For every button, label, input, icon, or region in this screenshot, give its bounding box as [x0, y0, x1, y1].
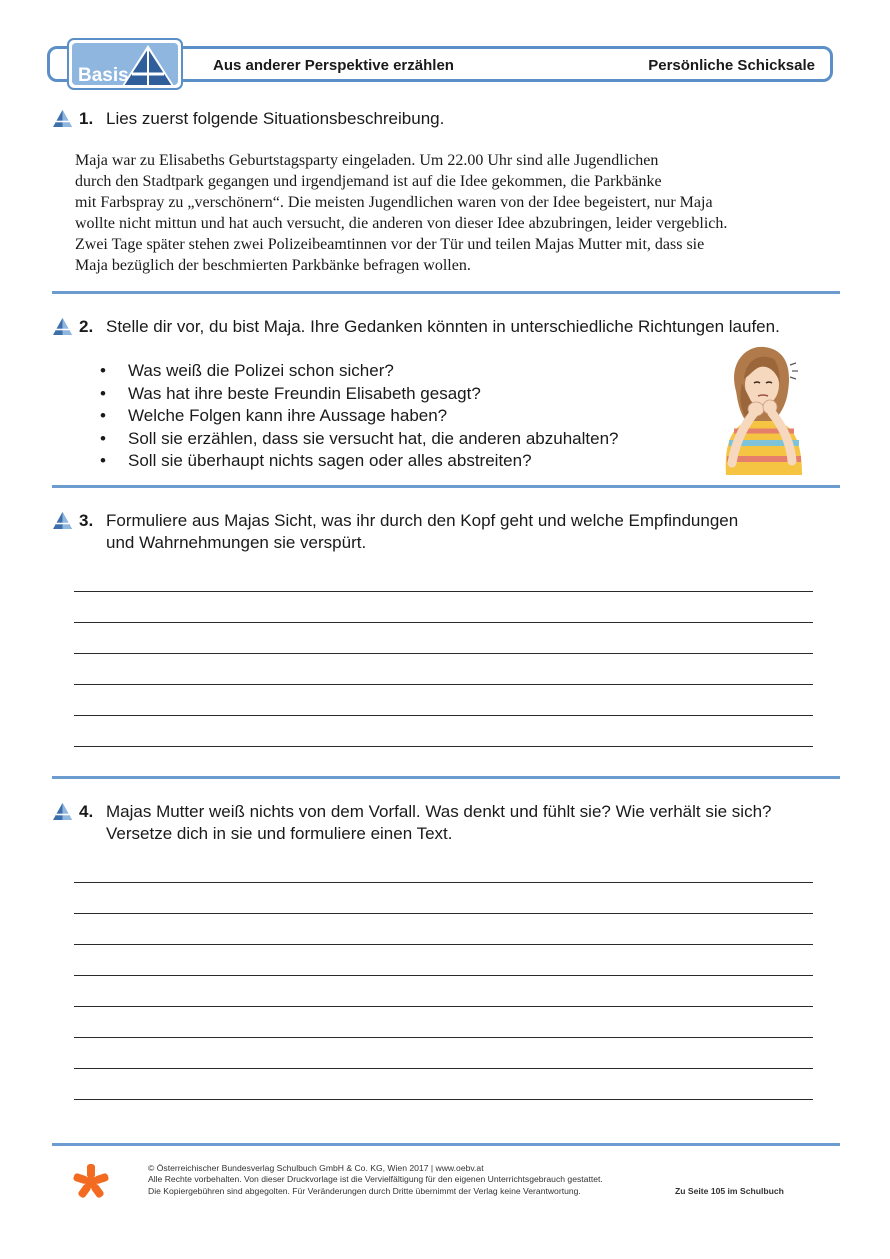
story-line: Maja war zu Elisabeths Geburtstagsparty eingeladen. Um 22.00 Uhr sind alle Jugendlichen — [75, 152, 659, 169]
writing-line[interactable] — [74, 1037, 813, 1038]
copyright-notice: © Österreichischer Bundesverlag Schulbuch GmbH & Co. KG, Wien 2017 | www.oebv.at Alle Rechte vorbehalten. Von dieser Druckvorlage ist die Vervielfältigung für den eigenen Unterrichtsgebrauch gestattet. Die Kopiergebühren sind abgegolten. Für Veränderungen durch Dritte übernimmt der Verlag keine Verantwortung. — [148, 1163, 603, 1196]
writing-line[interactable] — [74, 882, 813, 883]
writing-line[interactable] — [74, 715, 813, 716]
task-1-number: 1. — [79, 109, 94, 128]
task-1-instruction: Lies zuerst folgende Situationsbeschreibung. — [106, 109, 445, 128]
writing-line[interactable] — [74, 746, 813, 747]
writing-line[interactable] — [74, 944, 813, 945]
writing-line[interactable] — [74, 975, 813, 976]
task-4-instruction: Majas Mutter weiß nichts von dem Vorfall. Was denkt und fühlt sie? Wie verhält sie sich? Versetze dich in sie und formuliere einen Text. — [106, 802, 772, 843]
section-divider — [52, 291, 840, 294]
story-line: wollte nicht mittun und hat auch versucht, die anderen von dieser Idee abzubringen, leider vergeblich. — [75, 215, 728, 232]
level-pyramid-icon — [53, 803, 72, 820]
basis-badge — [67, 38, 183, 90]
writing-line[interactable] — [74, 591, 813, 592]
level-pyramid-icon — [53, 512, 72, 529]
section-divider — [52, 1143, 840, 1146]
writing-line[interactable] — [74, 684, 813, 685]
basis-label: Basis — [78, 65, 129, 85]
situation-description — [75, 150, 835, 276]
list-item: • Was hat ihre beste Freundin Elisabeth gesagt? — [100, 383, 481, 403]
story-line: Maja bezüglich der beschmierten Parkbänke befragen wollen. — [75, 257, 471, 274]
level-pyramid-icon — [53, 318, 72, 335]
section-divider — [52, 776, 840, 779]
story-line: Zwei Tage später stehen zwei Polizeibeamtinnen vor der Tür und teilen Majas Mutter mit, dass sie — [75, 236, 705, 253]
task-2-instruction: Stelle dir vor, du bist Maja. Ihre Gedanken könnten in unterschiedliche Richtungen laufen. — [106, 317, 780, 336]
task-3-number: 3. — [79, 511, 94, 530]
story-line: mit Farbspray zu „verschönern“. Die meisten Jugendlichen waren von der Idee begeistert, nur Maja — [75, 194, 713, 211]
section-divider — [52, 485, 840, 488]
writing-line[interactable] — [74, 913, 813, 914]
writing-line[interactable] — [74, 653, 813, 654]
list-item: • Soll sie erzählen, dass sie versucht hat, die anderen abzuhalten? — [100, 428, 619, 448]
writing-line[interactable] — [74, 1099, 813, 1100]
list-item: • Was weiß die Polizei schon sicher? — [100, 361, 394, 380]
worksheet-category: Persönliche Schicksale — [648, 57, 815, 74]
worried-girl-illustration — [718, 343, 810, 475]
task-4-number: 4. — [79, 802, 94, 821]
task-3-instruction: Formuliere aus Majas Sicht, was ihr durch den Kopf geht und welche Empfindungen und Wahrnehmungen sie verspürt. — [106, 511, 739, 552]
writing-line[interactable] — [74, 1068, 813, 1069]
question-list — [100, 360, 618, 473]
textbook-page-reference: Zu Seite 105 im Schulbuch — [675, 1186, 784, 1196]
level-pyramid-icon — [53, 110, 72, 127]
publisher-logo-icon — [72, 1163, 110, 1201]
list-item: • Soll sie überhaupt nichts sagen oder alles abstreiten? — [100, 451, 532, 470]
task-2-number: 2. — [79, 317, 94, 336]
writing-line[interactable] — [74, 1006, 813, 1007]
list-item: • Welche Folgen kann ihre Aussage haben? — [100, 406, 448, 425]
writing-line[interactable] — [74, 622, 813, 623]
story-line: durch den Stadtpark gegangen und irgendjemand ist auf die Idee gekommen, die Parkbänke — [75, 173, 662, 190]
worksheet-title: Aus anderer Perspektive erzählen — [213, 57, 454, 74]
